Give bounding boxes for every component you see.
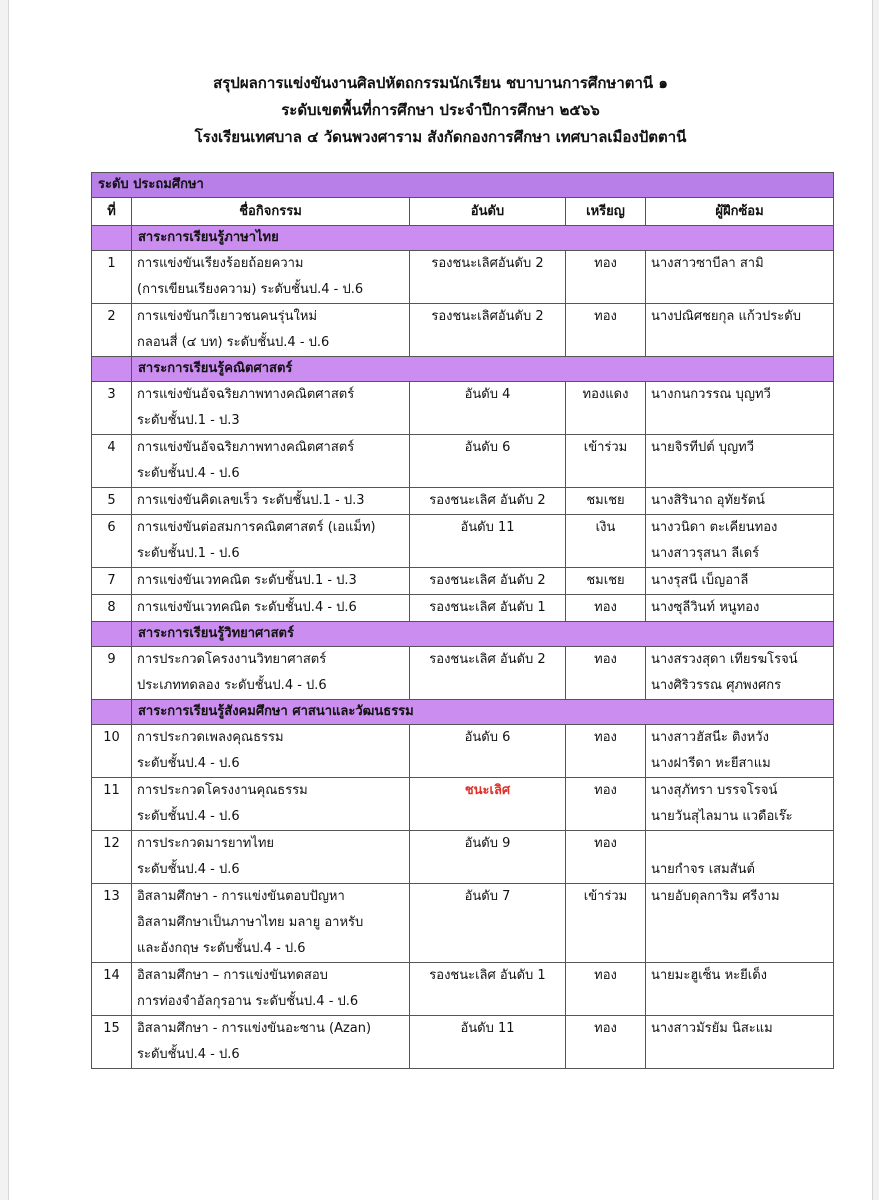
table-row (92, 725, 834, 778)
trainer-name: นางซุลีวินท์ หนูทอง (651, 600, 760, 615)
activity-line: การแข่งขันอัจฉริยภาพทางคณิตศาสตร์ (137, 387, 355, 402)
trainer-name (651, 831, 828, 857)
trainer-name: นางฝารีดา หะยีสาแม (651, 756, 771, 771)
rank-cell: อันดับ 9 (410, 831, 566, 884)
activity-cell (132, 488, 410, 515)
medal-cell: ทอง (566, 963, 646, 1016)
activity-cell (132, 515, 410, 568)
trainer-name: นางสุภัทรา บรรจโรจน์ (651, 783, 778, 798)
rank-cell: อันดับ 6 (410, 725, 566, 778)
trainer-name: นางรุสนี เบ็ญอาลี (651, 573, 749, 588)
header-activity: ชื่อกิจกรรม (132, 198, 410, 226)
subject-spacer (92, 622, 132, 647)
activity-line: ระดับชั้นป.1 - ป.6 (137, 546, 240, 561)
subject-spacer (92, 357, 132, 382)
trainer-name: นางสรวงสุดา เทียรฆโรจน์ (651, 652, 798, 667)
subject-row (92, 622, 834, 647)
header-medal: เหรียญ (566, 198, 646, 226)
rank-cell: รองชนะเลิศอันดับ 2 (410, 304, 566, 357)
trainer-name: นางวนิดา ตะเคียนทอง (651, 520, 778, 535)
subject-name: สาระการเรียนรู้ภาษาไทย (132, 226, 834, 251)
title-line-3: โรงเรียนเทศบาล ๔ วัดนพวงศาราม สังกัดกองการศึกษา เทศบาลเมืองปัตตานี (194, 128, 687, 146)
trainer-cell (646, 831, 834, 884)
trainer-name: นายอับดุลการิม ศรีงาม (651, 889, 780, 904)
medal-cell: ทอง (566, 725, 646, 778)
rank-cell: อันดับ 7 (410, 884, 566, 963)
activity-line: กลอนสี่ (๔ บท) ระดับชั้นป.4 - ป.6 (137, 335, 330, 350)
trainer-name: นางศิริวรรณ ศุภพงศกร (651, 678, 782, 693)
rank-cell: รองชนะเลิศ อันดับ 2 (410, 647, 566, 700)
row-number: 1 (92, 251, 132, 304)
subject-name: สาระการเรียนรู้วิทยาศาสตร์ (132, 622, 834, 647)
row-number: 9 (92, 647, 132, 700)
title-line-2: ระดับเขตพื้นที่การศึกษา ประจำปีการศึกษา ๒๕๖๖ (281, 101, 600, 119)
trainer-name: นางสาวรุสนา ลีเดร์ (651, 546, 760, 561)
trainer-name: นางสาวมัรยัม นิสะแม (651, 1021, 773, 1036)
activity-line: อิสลามศึกษาเป็นภาษาไทย มลายู อาหรับ (137, 915, 364, 930)
medal-cell: เข้าร่วม (566, 884, 646, 963)
subject-row (92, 700, 834, 725)
trainer-name: นางปณิศชยกุล แก้วประดับ (651, 309, 801, 324)
table-row (92, 488, 834, 515)
rank-cell: อันดับ 11 (410, 1016, 566, 1069)
trainer-cell (646, 725, 834, 778)
activity-cell (132, 595, 410, 622)
activity-cell (132, 884, 410, 963)
activity-line: ระดับชั้นป.4 - ป.6 (137, 1047, 240, 1062)
trainer-cell (646, 1016, 834, 1069)
medal-cell: ทอง (566, 831, 646, 884)
activity-cell (132, 568, 410, 595)
row-number: 2 (92, 304, 132, 357)
row-number: 8 (92, 595, 132, 622)
table-row (92, 647, 834, 700)
level-label: ระดับ ประถมศึกษา (92, 173, 834, 198)
activity-cell (132, 435, 410, 488)
subject-name: สาระการเรียนรู้คณิตศาสตร์ (132, 357, 834, 382)
document-title (9, 70, 872, 151)
table-row (92, 251, 834, 304)
rank-cell: รองชนะเลิศ อันดับ 1 (410, 963, 566, 1016)
trainer-cell (646, 435, 834, 488)
trainer-name: นางกนกวรรณ บุญทวี (651, 387, 771, 402)
subject-row (92, 357, 834, 382)
table-row (92, 831, 834, 884)
trainer-cell (646, 304, 834, 357)
activity-line: ประเภททดลอง ระดับชั้นป.4 - ป.6 (137, 678, 327, 693)
activity-line: (การเขียนเรียงความ) ระดับชั้นป.4 - ป.6 (137, 282, 364, 297)
rank-cell: รองชนะเลิศ อันดับ 2 (410, 488, 566, 515)
activity-line: การแข่งขันอัจฉริยภาพทางคณิตศาสตร์ (137, 440, 355, 455)
rank-cell: รองชนะเลิศอันดับ 2 (410, 251, 566, 304)
medal-cell: ทอง (566, 1016, 646, 1069)
activity-line: การแข่งขันเรียงร้อยถ้อยความ (137, 256, 304, 271)
table-row (92, 435, 834, 488)
medal-cell: เข้าร่วม (566, 435, 646, 488)
trainer-name: นางสิรินาถ อุทัยรัตน์ (651, 493, 765, 508)
subject-spacer (92, 700, 132, 725)
activity-line: การท่องจำอัลกุรอาน ระดับชั้นป.4 - ป.6 (137, 994, 359, 1009)
table-row (92, 304, 834, 357)
rank-cell: อันดับ 6 (410, 435, 566, 488)
activity-line: ระดับชั้นป.4 - ป.6 (137, 756, 240, 771)
header-row (92, 198, 834, 226)
row-number: 6 (92, 515, 132, 568)
table-row (92, 778, 834, 831)
trainer-name: นางสาวซาบีลา สามิ (651, 256, 764, 271)
table-row (92, 382, 834, 435)
trainer-cell (646, 251, 834, 304)
medal-cell: ทองแดง (566, 382, 646, 435)
trainer-name: นายมะฮูเซ็น หะยีเด็ง (651, 968, 767, 983)
rank-cell: รองชนะเลิศ อันดับ 2 (410, 568, 566, 595)
trainer-cell (646, 488, 834, 515)
rank-cell: อันดับ 11 (410, 515, 566, 568)
activity-line: ระดับชั้นป.4 - ป.6 (137, 862, 240, 877)
trainer-cell (646, 778, 834, 831)
activity-cell (132, 778, 410, 831)
subject-spacer (92, 226, 132, 251)
activity-line: การแข่งขันกวีเยาวชนคนรุ่นใหม่ (137, 309, 318, 324)
activity-line: ระดับชั้นป.1 - ป.3 (137, 413, 240, 428)
trainer-name: นายกำจร เสมสันต์ (651, 862, 755, 877)
table-row (92, 568, 834, 595)
activity-line: การประกวดเพลงคุณธรรม (137, 730, 284, 745)
header-trainer: ผู้ฝึกซ้อม (646, 198, 834, 226)
activity-cell (132, 251, 410, 304)
rank-cell: ชนะเลิศ (410, 778, 566, 831)
trainer-cell (646, 595, 834, 622)
activity-line: การประกวดโครงงานวิทยาศาสตร์ (137, 652, 327, 667)
trainer-cell (646, 884, 834, 963)
row-number: 15 (92, 1016, 132, 1069)
header-rank: อันดับ (410, 198, 566, 226)
rank-cell: อันดับ 4 (410, 382, 566, 435)
activity-cell (132, 382, 410, 435)
activity-line: ระดับชั้นป.4 - ป.6 (137, 809, 240, 824)
row-number: 4 (92, 435, 132, 488)
trainer-name: นายจิรทีปต์ บุญทวี (651, 440, 754, 455)
row-number: 3 (92, 382, 132, 435)
row-number: 5 (92, 488, 132, 515)
medal-cell: ชมเชย (566, 488, 646, 515)
row-number: 7 (92, 568, 132, 595)
trainer-cell (646, 963, 834, 1016)
activity-line: อิสลามศึกษา - การแข่งขันอะซาน (Azan) (137, 1021, 372, 1036)
header-no: ที่ (92, 198, 132, 226)
activity-cell (132, 963, 410, 1016)
trainer-cell (646, 515, 834, 568)
trainer-name: นายวันสุไลมาน แวดือเร๊ะ (651, 809, 793, 824)
level-row (92, 173, 834, 198)
activity-line: ระดับชั้นป.4 - ป.6 (137, 466, 240, 481)
medal-cell: เงิน (566, 515, 646, 568)
table-row (92, 963, 834, 1016)
medal-cell: ทอง (566, 778, 646, 831)
activity-line: การประกวดโครงงานคุณธรรม (137, 783, 308, 798)
table-row (92, 884, 834, 963)
activity-cell (132, 1016, 410, 1069)
activity-line: และอังกฤษ ระดับชั้นป.4 - ป.6 (137, 941, 306, 956)
row-number: 14 (92, 963, 132, 1016)
title-line-1: สรุปผลการแข่งขันงานศิลปหัตถกรรมนักเรียน ชบาบานการศึกษาตานี ๑ (213, 74, 668, 92)
activity-line: การแข่งขันเวทคณิต ระดับชั้นป.1 - ป.3 (137, 573, 357, 588)
table-row (92, 515, 834, 568)
results-table (91, 172, 834, 1069)
trainer-cell (646, 647, 834, 700)
activity-line: การแข่งขันคิดเลขเร็ว ระดับชั้นป.1 - ป.3 (137, 493, 365, 508)
activity-cell (132, 304, 410, 357)
table-row (92, 595, 834, 622)
medal-cell: ชมเชย (566, 568, 646, 595)
trainer-name: นางสาวฮัสนีะ ติงหวัง (651, 730, 769, 745)
medal-cell: ทอง (566, 251, 646, 304)
medal-cell: ทอง (566, 647, 646, 700)
activity-line: อิสลามศึกษา – การแข่งขันทดสอบ (137, 968, 328, 983)
table-row (92, 1016, 834, 1069)
row-number: 12 (92, 831, 132, 884)
activity-line: การประกวดมารยาทไทย (137, 836, 275, 851)
row-number: 11 (92, 778, 132, 831)
row-number: 13 (92, 884, 132, 963)
rank-cell: รองชนะเลิศ อันดับ 1 (410, 595, 566, 622)
row-number: 10 (92, 725, 132, 778)
medal-cell: ทอง (566, 595, 646, 622)
activity-line: การแข่งขันต่อสมการคณิตศาสตร์ (เอแม็ท) (137, 520, 376, 535)
activity-line: การแข่งขันเวทคณิต ระดับชั้นป.4 - ป.6 (137, 600, 357, 615)
subject-name: สาระการเรียนรู้สังคมศึกษา ศาสนาและวัฒนธรรม (132, 700, 834, 725)
trainer-cell (646, 568, 834, 595)
activity-cell (132, 647, 410, 700)
activity-cell (132, 725, 410, 778)
trainer-cell (646, 382, 834, 435)
medal-cell: ทอง (566, 304, 646, 357)
activity-line: อิสลามศึกษา - การแข่งขันตอบปัญหา (137, 889, 345, 904)
activity-cell (132, 831, 410, 884)
subject-row (92, 226, 834, 251)
